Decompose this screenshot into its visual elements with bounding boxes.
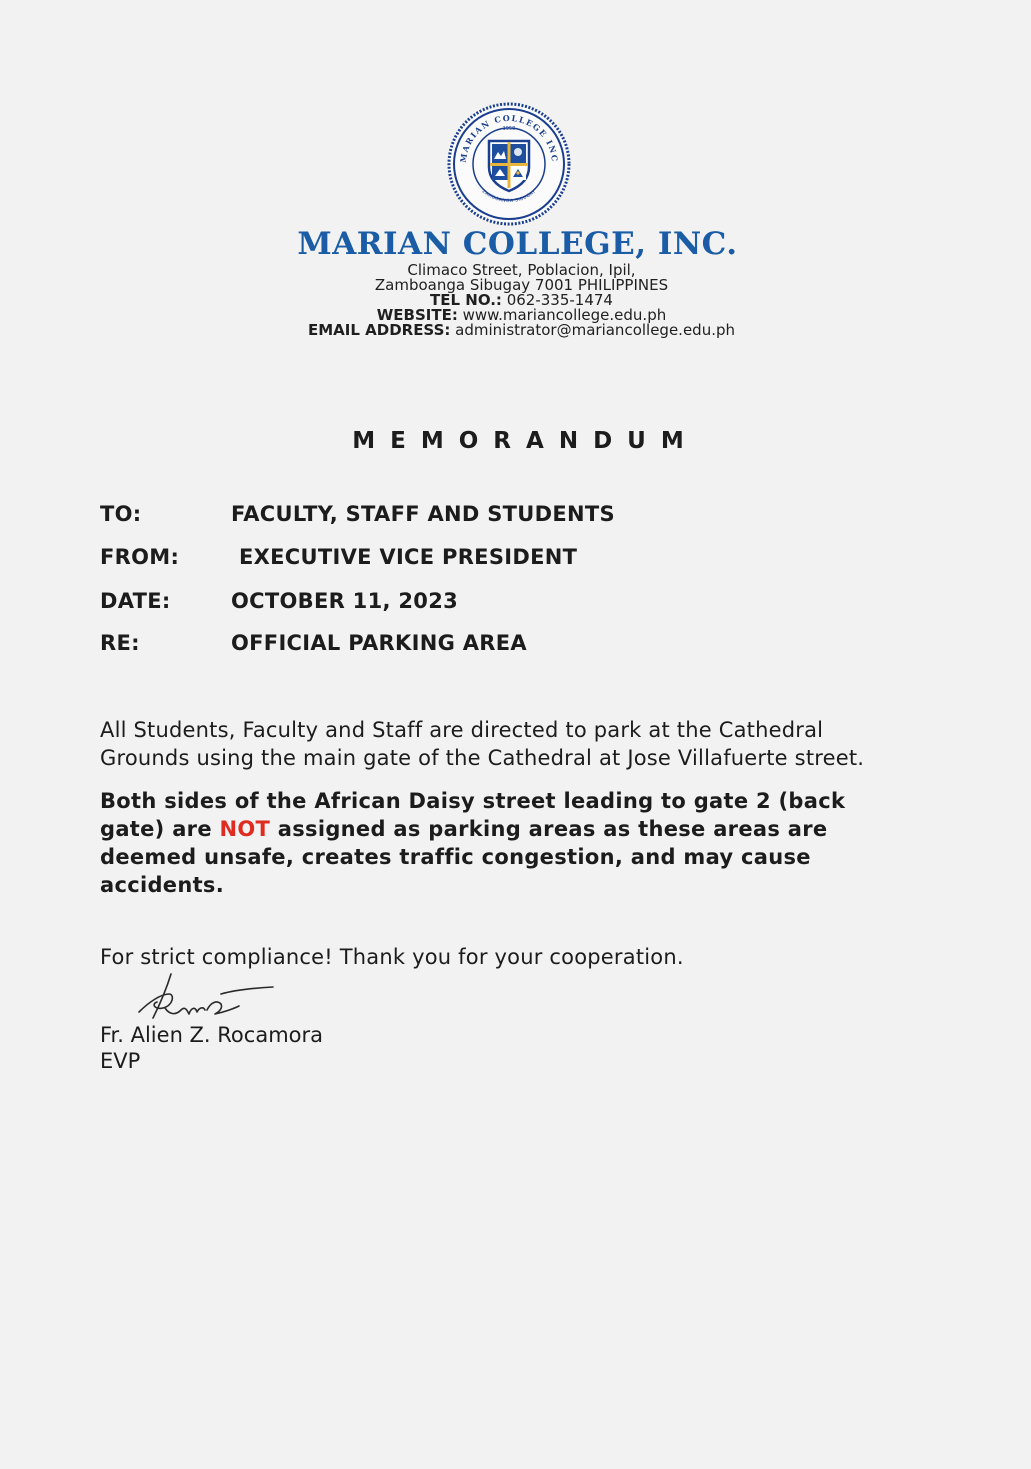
to-value: FACULTY, STAFF AND STUDENTS <box>231 502 615 526</box>
svg-text:1958: 1958 <box>502 126 516 132</box>
not-emphasis: NOT <box>219 817 271 841</box>
svg-text:ZAMBOANGA SIBUGAY: ZAMBOANGA SIBUGAY <box>480 189 538 205</box>
telephone-number: 062-335-1474 <box>506 291 613 309</box>
date-value: OCTOBER 11, 2023 <box>231 589 459 613</box>
from-value: EXECUTIVE VICE PRESIDENT <box>239 545 578 569</box>
signatory-title: EVP <box>100 1049 141 1073</box>
svg-text:MARIAN COLLEGE INC: MARIAN COLLEGE INC <box>457 112 561 164</box>
line-2-tail: assigned as parking areas as these areas are <box>270 817 828 841</box>
college-seal-logo <box>446 101 572 227</box>
website-link[interactable]: www.mariancollege.edu.ph <box>462 306 667 324</box>
line-2-lead: gate) are <box>100 817 220 841</box>
body-paragraph-1-line-1: All Students, Faculty and Staff are directed to park at the Cathedral <box>100 718 824 742</box>
signatory-name: Fr. Alien Z. Rocamora <box>100 1023 324 1047</box>
to-label: TO: <box>100 502 142 526</box>
body-paragraph-2-line-4: accidents. <box>100 873 225 897</box>
email-line <box>0 323 1031 338</box>
closing-line: For strict compliance! Thank you for your cooperation. <box>100 945 684 969</box>
re-label: RE: <box>100 631 140 655</box>
body-paragraph-1-line-2: Grounds using the main gate of the Cathedral at Jose Villafuerte street. <box>100 746 865 770</box>
date-label: DATE: <box>100 589 171 613</box>
body-paragraph-2 <box>100 787 920 899</box>
body-paragraph-2-line-3: deemed unsafe, creates traffic congestion, and may cause <box>100 845 811 869</box>
address-line-1: Climaco Street, Poblacion, Ipil, <box>407 261 636 279</box>
from-label: FROM: <box>100 545 180 569</box>
body-paragraph-2-line-1: Both sides of the African Daisy street leading to gate 2 (back <box>100 789 846 813</box>
body-paragraph-1 <box>100 716 920 772</box>
seal-shield <box>489 141 529 191</box>
college-name: MARIAN COLLEGE, INC. <box>297 226 738 262</box>
address-line-2: Zamboanga Sibugay 7001 PHILIPPINES <box>374 276 669 294</box>
email-link[interactable]: administrator@mariancollege.edu.ph <box>455 321 735 339</box>
re-value: OFFICIAL PARKING AREA <box>231 631 527 655</box>
memorandum-title: MEMORANDUM <box>352 428 699 454</box>
telephone-label: TEL NO.: <box>430 291 502 309</box>
body-paragraph-2-line-2 <box>100 815 920 843</box>
email-label: EMAIL ADDRESS: <box>307 321 451 339</box>
website-label: WEBSITE: <box>376 306 458 324</box>
